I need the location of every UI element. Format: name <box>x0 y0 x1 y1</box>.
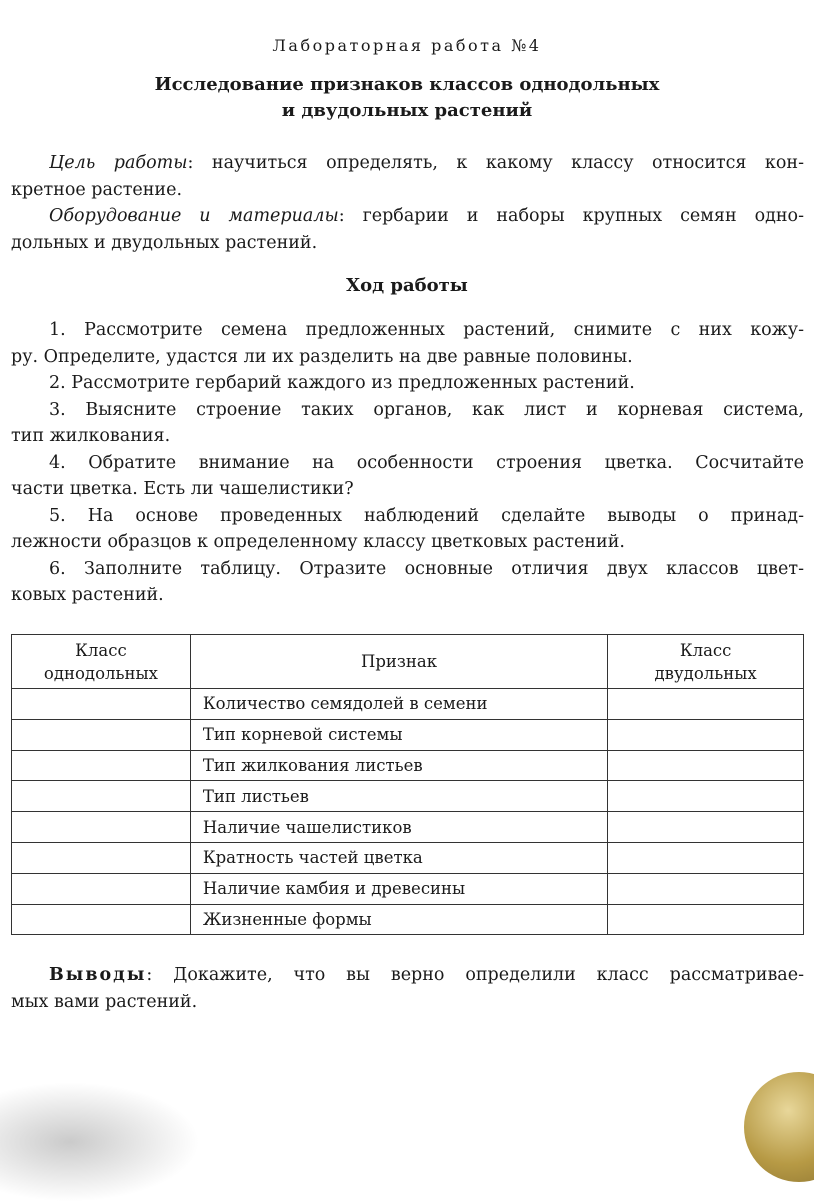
conclusion-label: Выводы <box>49 965 147 985</box>
monocot-cell[interactable] <box>12 719 191 750</box>
procedure-steps <box>11 317 804 609</box>
table-row <box>12 689 804 720</box>
title-line: Исследование признаков классов однодольных <box>154 74 660 95</box>
step-line: лежности образцов к определенному классу цветковых растений. <box>11 532 625 552</box>
column-header-monocots: Класс однодольных <box>12 635 191 689</box>
table-row <box>12 904 804 935</box>
goal-text: научиться определять, к какому классу относится кон- <box>211 153 804 173</box>
step-line: 3. Выясните строение таких органов, как лист и корневая система, <box>49 399 804 420</box>
equipment-paragraph: Оборудование и материалы: гербарии и наборы крупных семян одно- дольных и двудольных растений. <box>11 203 804 256</box>
step-line: части цветка. Есть ли чашелистики? <box>11 479 354 499</box>
feature-cell: Жизненные формы <box>190 904 607 935</box>
table-row <box>12 842 804 873</box>
feature-cell: Тип корневой системы <box>190 719 607 750</box>
equipment-text: гербарии и наборы крупных семян одно- <box>362 206 804 226</box>
dicot-cell[interactable] <box>608 689 804 720</box>
step-line: 6. Заполните таблицу. Отразите основные отличия двух классов цвет- <box>49 558 804 579</box>
dicot-cell[interactable] <box>608 842 804 873</box>
monocot-cell[interactable] <box>12 781 191 812</box>
feature-cell: Наличие чашелистиков <box>190 812 607 843</box>
goal-paragraph: Цель работы: научиться определять, к какому классу относится кон- кретное растение. <box>11 150 804 203</box>
procedure-heading: Ход работы <box>346 275 468 296</box>
table-row <box>12 750 804 781</box>
title-line: и двудольных растений <box>281 100 533 121</box>
monocot-cell[interactable] <box>12 842 191 873</box>
feature-cell: Количество семядолей в семени <box>190 689 607 720</box>
comparison-table <box>11 634 804 935</box>
table-row <box>12 873 804 904</box>
lab-number: Лабораторная работа №4 <box>272 36 542 55</box>
page-title <box>0 72 814 124</box>
table-row <box>12 719 804 750</box>
feature-cell: Тип жилкования листьев <box>190 750 607 781</box>
monocot-cell[interactable] <box>12 689 191 720</box>
step-line: тип жилкования. <box>11 426 171 446</box>
conclusion-text: мых вами растений. <box>11 991 198 1012</box>
dicot-cell[interactable] <box>608 781 804 812</box>
equipment-label: Оборудование и материалы <box>49 206 339 226</box>
table-header-row <box>12 635 804 689</box>
conclusion-text: Докажите, что вы верно определили класс рассматривае- <box>173 965 804 985</box>
column-header-feature: Признак <box>190 635 607 689</box>
step-line: 1. Рассмотрите семена предложенных растений, снимите с них кожу- <box>49 320 804 340</box>
table-row <box>12 781 804 812</box>
step-line: ру. Определите, удастся ли их разделить на две равные половины. <box>11 346 633 367</box>
column-header-dicots: Класс двудольных <box>608 635 804 689</box>
dicot-cell[interactable] <box>608 719 804 750</box>
goal-label: Цель работы <box>49 153 188 173</box>
dicot-cell[interactable] <box>608 812 804 843</box>
dicot-cell[interactable] <box>608 904 804 935</box>
equipment-text: дольных и двудольных растений. <box>11 232 318 253</box>
monocot-cell[interactable] <box>12 904 191 935</box>
dicot-cell[interactable] <box>608 750 804 781</box>
table-row <box>12 812 804 843</box>
monocot-cell[interactable] <box>12 812 191 843</box>
feature-cell: Наличие камбия и древесины <box>190 873 607 904</box>
step-line: ковых растений. <box>11 585 164 605</box>
feature-cell: Кратность частей цветка <box>190 842 607 873</box>
goal-text: кретное растение. <box>11 179 183 200</box>
step-line: 5. На основе проведенных наблюдений сделайте выводы о принад- <box>49 505 804 526</box>
decorative-corner-object <box>744 1072 814 1182</box>
step-line: 2. Рассмотрите гербарий каждого из предложенных растений. <box>49 373 635 393</box>
dicot-cell[interactable] <box>608 873 804 904</box>
conclusion-paragraph: Выводы: Докажите, что вы верно определили класс рассматривае- мых вами растений. <box>11 962 804 1015</box>
feature-cell: Тип листьев <box>190 781 607 812</box>
page-corner-shadow <box>0 1082 200 1202</box>
monocot-cell[interactable] <box>12 750 191 781</box>
step-line: 4. Обратите внимание на особенности строения цветка. Сосчитайте <box>49 452 804 473</box>
monocot-cell[interactable] <box>12 873 191 904</box>
